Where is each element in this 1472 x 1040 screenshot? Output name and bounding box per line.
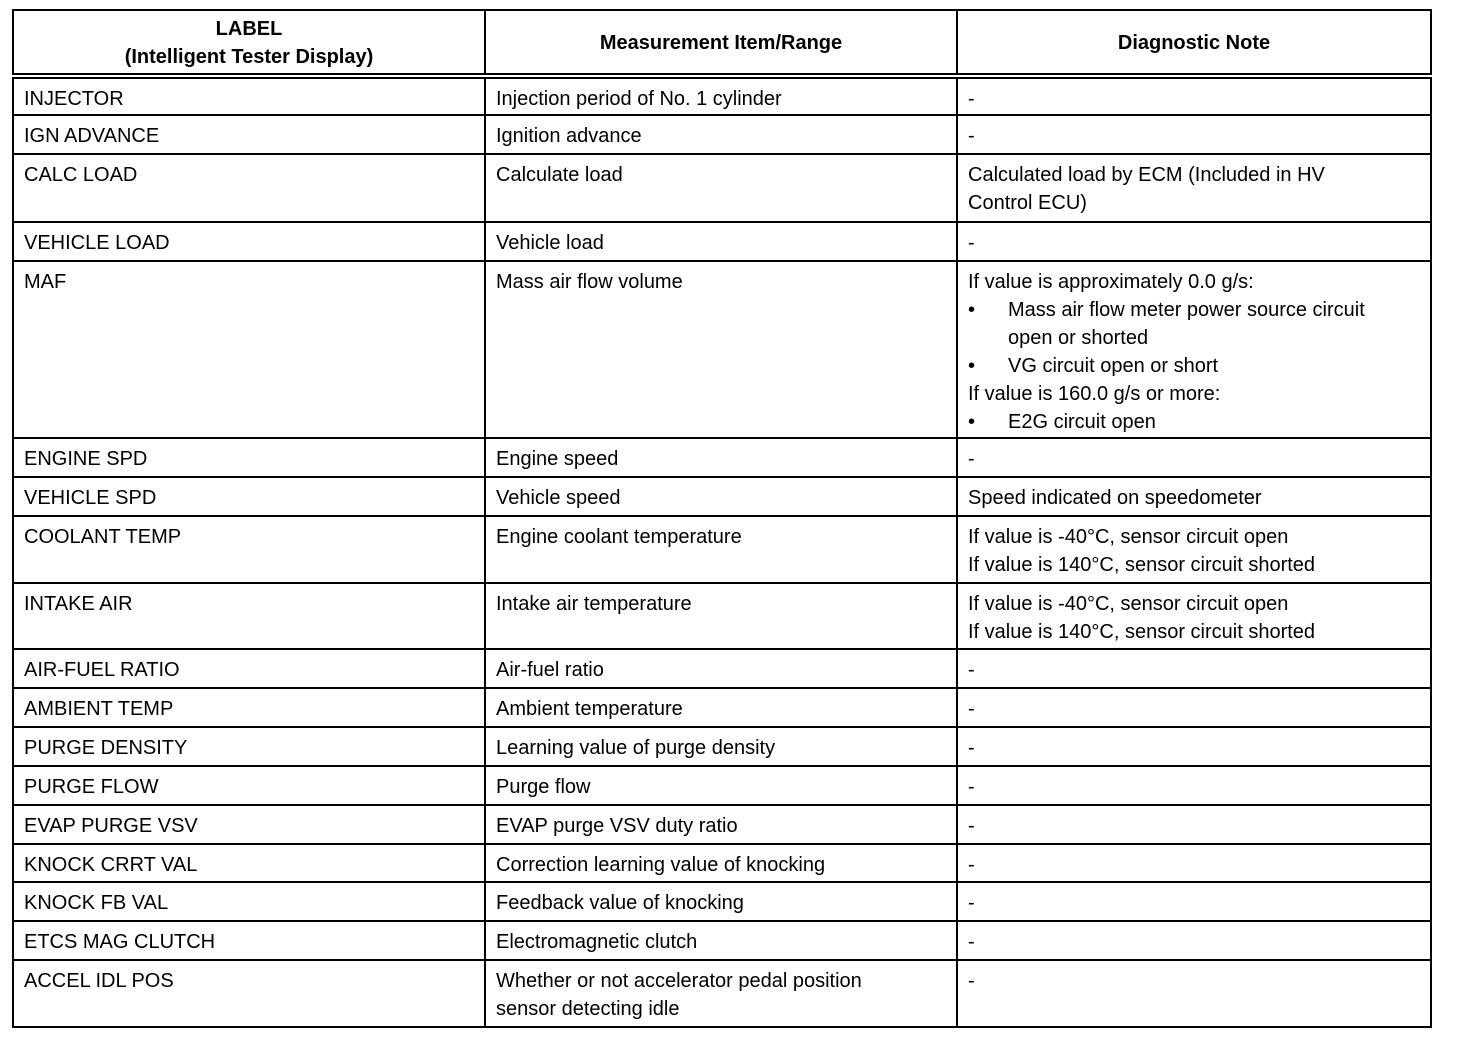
item-line: Intake air temperature (496, 593, 692, 615)
table-row (13, 516, 1431, 583)
bullet-icon: • (968, 355, 976, 377)
item-line: Engine coolant temperature (496, 526, 742, 548)
diagnostic-note-cell (957, 583, 1431, 649)
bullet-item (968, 296, 1420, 324)
bullet-text: open or shorted (1008, 327, 1149, 349)
note-line: - (968, 232, 975, 254)
header-diagnostic-note (957, 10, 1431, 76)
measurement-item-cell (485, 222, 957, 261)
table-row (13, 261, 1431, 438)
header-text: (Intelligent Tester Display) (124, 46, 374, 68)
note-line: - (968, 776, 975, 798)
diagnostic-note-cell (957, 649, 1431, 688)
note-line: - (968, 854, 975, 876)
table-row (13, 583, 1431, 649)
bullet-item (968, 408, 1420, 436)
label-cell: MAF (13, 261, 485, 438)
header-text: Diagnostic Note (1117, 32, 1271, 54)
header-text: LABEL (215, 18, 283, 40)
table-row (13, 649, 1431, 688)
bullet-icon: • (968, 411, 976, 433)
item-line: Ambient temperature (496, 698, 683, 720)
measurement-item-cell (485, 154, 957, 222)
diagnostic-note-cell (957, 921, 1431, 960)
item-line: Electromagnetic clutch (496, 931, 698, 953)
measurement-item-cell (485, 766, 957, 805)
bullet-text: Mass air flow meter power source circuit (1008, 299, 1365, 321)
note-line: If value is 140°C, sensor circuit shorted (968, 554, 1316, 576)
bullet-icon (968, 324, 1008, 352)
measurement-item-cell (485, 688, 957, 727)
label-cell: ETCS MAG CLUTCH (13, 921, 485, 960)
label-cell: CALC LOAD (13, 154, 485, 222)
label-cell: VEHICLE SPD (13, 477, 485, 516)
diagnostic-note-cell (957, 516, 1431, 583)
note-line: If value is 140°C, sensor circuit shorted (968, 621, 1316, 643)
item-line: Correction learning value of knocking (496, 854, 826, 876)
label-cell: INTAKE AIR (13, 583, 485, 649)
table-row (13, 222, 1431, 261)
measurement-item-cell (485, 583, 957, 649)
table-row (13, 477, 1431, 516)
note-line: - (968, 970, 975, 992)
note-line: - (968, 931, 975, 953)
header-measurement-item (485, 10, 957, 76)
note-line: - (968, 88, 975, 110)
table-row (13, 805, 1431, 844)
measurement-item-cell (485, 76, 957, 115)
header-label (13, 10, 485, 76)
item-line: Purge flow (496, 776, 591, 798)
diagnostic-note-cell (957, 727, 1431, 766)
note-line: - (968, 737, 975, 759)
measurement-item-cell (485, 882, 957, 921)
measurement-item-cell (485, 261, 957, 438)
diagnostic-note-cell (957, 222, 1431, 261)
bullet-icon: • (968, 299, 976, 321)
item-line: Vehicle speed (496, 487, 621, 509)
label-cell: PURGE DENSITY (13, 727, 485, 766)
diagnostic-note-cell (957, 844, 1431, 882)
bullet-text: VG circuit open or short (1008, 355, 1219, 377)
measurement-item-cell (485, 960, 957, 1027)
note-line: - (968, 448, 975, 470)
diagnostic-note-cell (957, 154, 1431, 222)
item-line: Injection period of No. 1 cylinder (496, 88, 782, 110)
diagnostic-note-cell (957, 438, 1431, 477)
measurement-item-cell (485, 649, 957, 688)
item-line: Feedback value of knocking (496, 892, 744, 914)
item-line: Vehicle load (496, 232, 604, 254)
item-line: Whether or not accelerator pedal position (496, 970, 862, 992)
diagnostic-note-cell (957, 76, 1431, 115)
bullet-item (968, 324, 1420, 352)
header-text: Measurement Item/Range (599, 32, 843, 54)
label-cell: PURGE FLOW (13, 766, 485, 805)
label-cell: KNOCK FB VAL (13, 882, 485, 921)
diagnostic-note-cell (957, 115, 1431, 154)
measurement-item-cell (485, 727, 957, 766)
label-cell: KNOCK CRRT VAL (13, 844, 485, 882)
table-row (13, 727, 1431, 766)
label-cell: AMBIENT TEMP (13, 688, 485, 727)
diagnostic-note-cell (957, 477, 1431, 516)
table-row (13, 921, 1431, 960)
item-line: Air-fuel ratio (496, 659, 604, 681)
note-line: If value is approximately 0.0 g/s: (968, 271, 1254, 293)
diagnostic-note-cell (957, 688, 1431, 727)
diagnostic-note-cell (957, 261, 1431, 438)
table-row (13, 882, 1431, 921)
item-line: Mass air flow volume (496, 271, 683, 293)
label-cell: COOLANT TEMP (13, 516, 485, 583)
item-line: Ignition advance (496, 125, 642, 147)
table-row (13, 766, 1431, 805)
measurement-item-cell (485, 477, 957, 516)
label-cell: VEHICLE LOAD (13, 222, 485, 261)
note-line: Calculated load by ECM (Included in HV (968, 164, 1325, 186)
note-line: - (968, 125, 975, 147)
diagnostic-note-cell (957, 882, 1431, 921)
note-line: - (968, 892, 975, 914)
diagnostic-note-cell (957, 805, 1431, 844)
note-line: - (968, 815, 975, 837)
item-line: Learning value of purge density (496, 737, 776, 759)
note-line: If value is 160.0 g/s or more: (968, 383, 1221, 405)
diagnostic-note-cell (957, 960, 1431, 1027)
header-row (13, 10, 1431, 76)
label-cell: INJECTOR (13, 76, 485, 115)
label-cell: ENGINE SPD (13, 438, 485, 477)
bullet-text: E2G circuit open (1008, 411, 1156, 433)
measurement-item-cell (485, 516, 957, 583)
item-line: Calculate load (496, 164, 623, 186)
measurement-item-cell (485, 844, 957, 882)
table-row (13, 438, 1431, 477)
label-cell: AIR-FUEL RATIO (13, 649, 485, 688)
note-line: Control ECU) (968, 192, 1087, 214)
label-cell: IGN ADVANCE (13, 115, 485, 154)
bullet-item (968, 352, 1420, 380)
measurement-item-cell (485, 438, 957, 477)
note-line: Speed indicated on speedometer (968, 487, 1262, 509)
table-row (13, 154, 1431, 222)
measurement-item-cell (485, 115, 957, 154)
note-line: If value is -40°C, sensor circuit open (968, 526, 1289, 548)
table-row (13, 115, 1431, 154)
note-line: If value is -40°C, sensor circuit open (968, 593, 1289, 615)
label-cell: EVAP PURGE VSV (13, 805, 485, 844)
table-row (13, 688, 1431, 727)
data-list-table (12, 9, 1432, 1028)
item-line: EVAP purge VSV duty ratio (496, 815, 738, 837)
measurement-item-cell (485, 805, 957, 844)
note-line: - (968, 659, 975, 681)
measurement-item-cell (485, 921, 957, 960)
note-line: - (968, 698, 975, 720)
item-line: Engine speed (496, 448, 619, 470)
label-cell: ACCEL IDL POS (13, 960, 485, 1027)
table-row (13, 844, 1431, 882)
table-row (13, 960, 1431, 1027)
table-row (13, 76, 1431, 115)
diagnostic-note-cell (957, 766, 1431, 805)
item-line: sensor detecting idle (496, 998, 680, 1020)
